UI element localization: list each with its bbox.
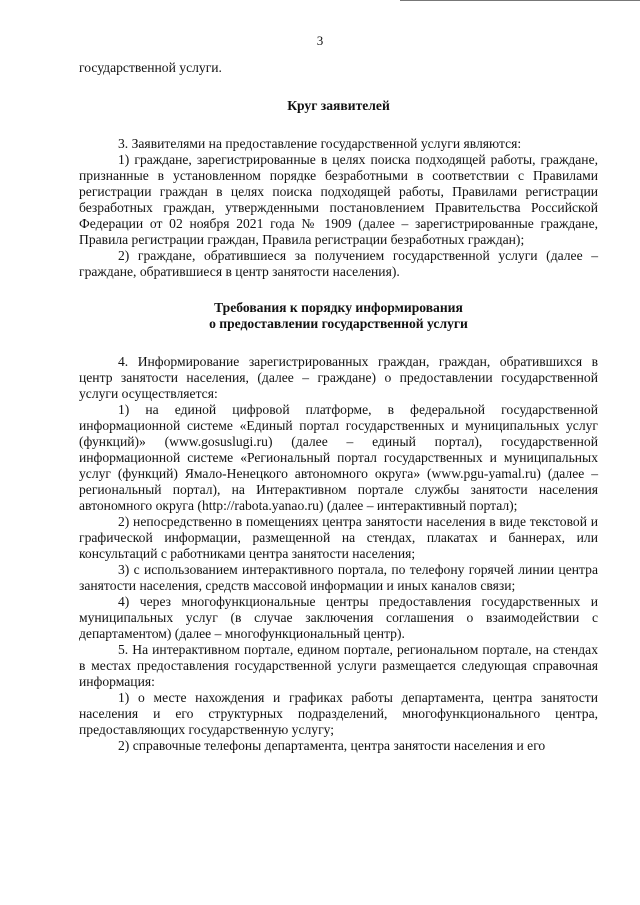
paragraph-5: 5. На интерактивном портале, едином портале, региональном портале, на стендах в местах предоставления государственной услуги размещается следующая справочная информация: [79,642,598,689]
paragraph-3: 3. Заявителями на предоставление государственной услуги являются: [118,136,522,151]
document-body [79,60,598,754]
paragraph-5-1: 1) о месте нахождения и графиках работы департамента, центра занятости населения и его структурных подразделений, многофункционального центра, предоставляющих государственную услугу; [79,690,598,737]
page-number: 3 [316,33,324,48]
paragraph-4-1: 1) на единой цифровой платформе, в федеральной государственной информационной системе «Единый портал государственных и муниципальных услуг (функций)» (www.gosuslugi.ru) (далее – единый портал), государственной информационной системе «Региональный портал государственных и муниципальных услуг (функций) Ямало-Ненецкого автономного округа» (www.pgu-yamal.ru) (далее – региональный портал), на Интерактивном портале службы занятости населения автономного округа (http://rabota.yanao.ru) (далее – интерактивный портал); [79,402,598,513]
paragraph-3-2: 2) граждане, обратившиеся за получением государственной услуги (далее – граждане, обратившиеся в центр занятости населения). [79,248,598,279]
section-heading-applicants: Круг заявителей [287,98,390,113]
paragraph-4: 4. Информирование зарегистрированных граждан, граждан, обратившихся в центр занятости населения, (далее – граждане) о предоставлении государственной услуги осуществляется: [79,354,598,401]
paragraph-4-2: 2) непосредственно в помещениях центра занятости населения в виде текстовой и графической информации, размещенной на стендах, плакатах и баннерах, или консультаций с работниками центра занятости населения; [79,514,598,561]
section-heading-line-2: о предоставлении государственной услуги [209,316,468,331]
section-heading-line-1: Требования к порядку информирования [214,300,463,315]
paragraph-4-3: 3) с использованием интерактивного портала, по телефону горячей линии центра занятости населения, средств массовой информации и иных каналов связи; [79,562,598,593]
section-heading-informing [79,300,598,332]
paragraph-5-2: 2) справочные телефоны департамента, центра занятости населения и его [118,738,546,753]
paragraph-3-1: 1) граждане, зарегистрированные в целях поиска подходящей работы, граждане, признанные в установленном порядке безработными в соответствии с Правилами регистрации граждан в целях поиска подходящей работы, Правилами регистрации безработных граждан, утвержденными постановлением Правительства Российской Федерации от 02 ноября 2021 года № 1909 (далее – зарегистрированные граждане, Правила регистрации граждан, Правила регистрации безработных граждан); [79,152,598,247]
paragraph-4-4: 4) через многофункциональные центры предоставления государственных и муниципальных услуг (в случае заключения соглашения о взаимодействии с департаментом) (далее – многофункциональный центр). [79,594,598,641]
intro-fragment: государственной услуги. [79,60,222,75]
top-edge-line [400,0,640,3]
